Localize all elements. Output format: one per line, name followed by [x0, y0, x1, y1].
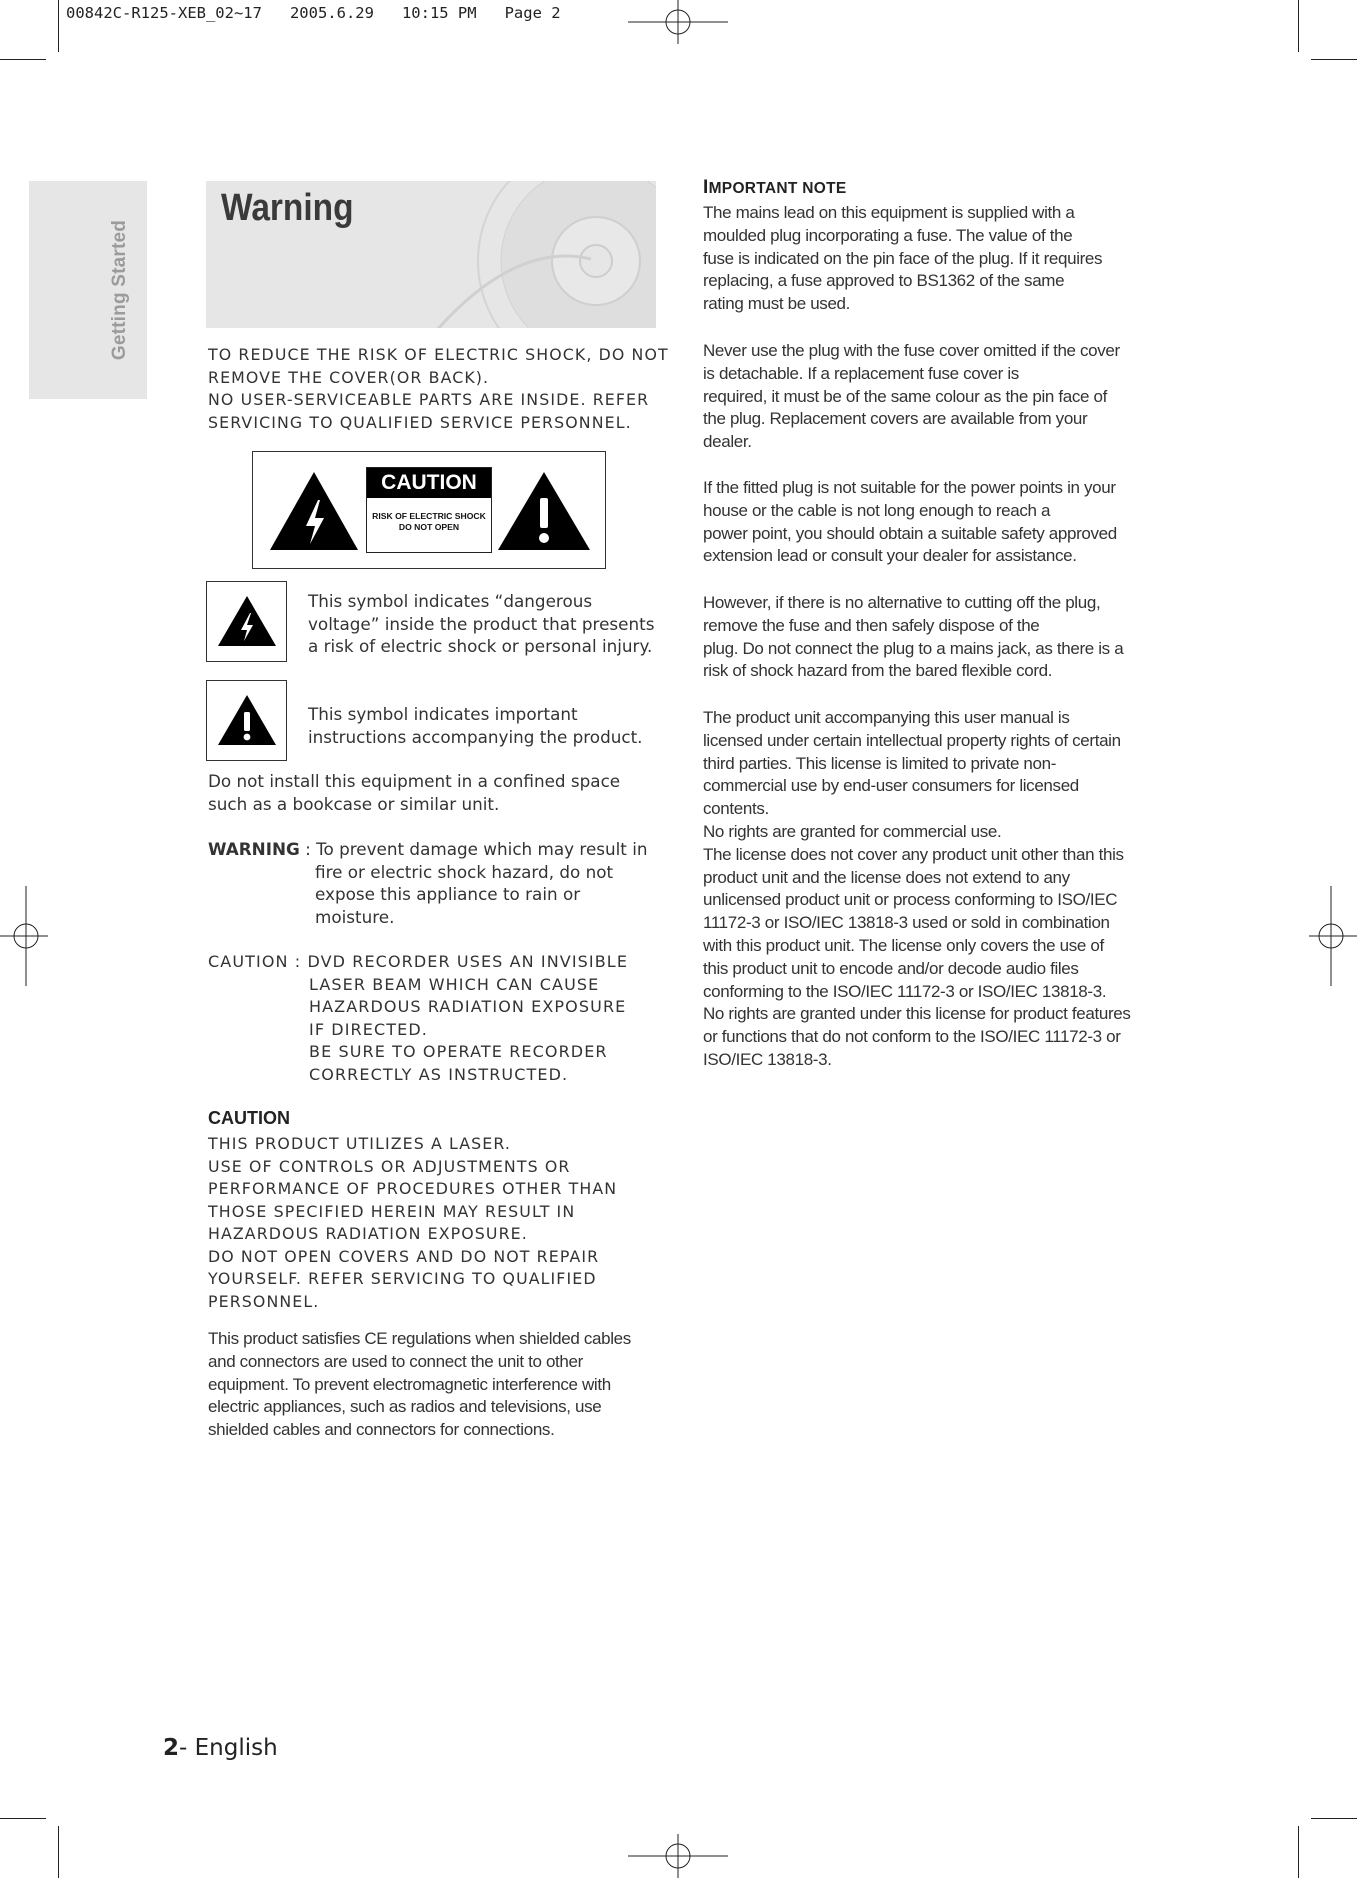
text-line: fire or electric shock hazard, do not: [315, 861, 614, 882]
warning-note-label: WARNING: [208, 839, 300, 859]
text-line: required, it must be of the same colour as the pin face of: [703, 386, 1107, 406]
plug-paragraph: [703, 477, 1117, 568]
text-line: with this product unit. The license only covers the use of: [703, 935, 1104, 955]
shock-warning-text: [208, 344, 678, 434]
caution-note-label: CAUTION :: [208, 952, 308, 971]
text-line: No rights are granted for commercial use.: [703, 821, 1002, 841]
caution-plate: [366, 467, 492, 553]
caution-subtext: [367, 498, 491, 533]
fuse-paragraph: [703, 202, 1102, 316]
text-line: voltage” inside the product that presents: [308, 613, 655, 634]
crop-mark: [58, 1826, 59, 1878]
caution-section-title: CAUTION: [208, 1108, 290, 1128]
text-line: HAZARDOUS RADIATION EXPOSURE.: [208, 1224, 528, 1243]
text-line: PERFORMANCE OF PROCEDURES OTHER THAN: [208, 1179, 618, 1198]
text-line: expose this appliance to rain or: [315, 884, 581, 905]
text-line: moisture.: [315, 906, 395, 927]
caution-section-text: [208, 1133, 617, 1313]
text-line: DO NOT OPEN COVERS AND DO NOT REPAIR: [208, 1246, 600, 1266]
text-line: dealer.: [703, 432, 752, 452]
text-line: rating must be used.: [703, 294, 851, 314]
voltage-symbol-text: [308, 590, 668, 658]
registration-mark: [628, 1834, 728, 1878]
text-line: This symbol indicates “dangerous: [308, 591, 593, 611]
text-line: 11172-3 or ISO/IEC 13818-3 used or sold in combination: [703, 913, 1110, 933]
important-note-title: [703, 177, 847, 199]
ce-regulation-text: [208, 1328, 631, 1442]
text-line: No rights are granted under this license for product features: [703, 1004, 1131, 1024]
title-initial: I: [703, 177, 709, 198]
text-line: DVD RECORDER USES AN INVISIBLE: [307, 952, 629, 971]
text-line: fuse is indicated on the pin face of the plug. If it requires: [703, 248, 1103, 268]
text-line: plug. Do not connect the plug to a mains jack, as there is a: [703, 638, 1124, 658]
voltage-symbol-box: [206, 581, 287, 662]
text-line: this product unit to encode and/or decode audio files: [703, 958, 1079, 978]
text-line: risk of shock hazard from the bared flexible cord.: [703, 661, 1053, 681]
text-line: LASER BEAM WHICH CAN CAUSE: [309, 974, 600, 994]
text-line: Do not install this equipment in a confined space: [208, 771, 621, 791]
text-line: Never use the plug with the fuse cover omitted if the cover: [703, 341, 1120, 360]
text-line: contents.: [703, 799, 769, 819]
fuse-cover-paragraph: [703, 340, 1120, 454]
page-number: [163, 1735, 278, 1761]
text-line: remove the fuse and then safely dispose of the: [703, 615, 1040, 635]
text-line: REMOVE THE COVER(OR BACK).: [208, 367, 490, 387]
registration-mark: [628, 0, 728, 44]
lightning-triangle-icon: [217, 595, 277, 647]
text-line: To prevent damage which may result in: [316, 839, 648, 859]
text-line: house or the cable is not long enough to reach a: [703, 500, 1051, 520]
text-line: USE OF CONTROLS OR ADJUSTMENTS OR: [208, 1156, 571, 1176]
text-line: This symbol indicates important: [308, 704, 578, 724]
caution-sub-line: RISK OF ELECTRIC SHOCK: [372, 511, 486, 521]
page-language: - English: [179, 1735, 278, 1761]
text-line: such as a bookcase or similar unit.: [208, 793, 500, 814]
cutting-plug-paragraph: [703, 592, 1123, 683]
text-line: licensed under certain intellectual property rights of certain: [703, 730, 1121, 750]
text-line: shielded cables and connectors for connections.: [208, 1420, 555, 1440]
text-line: the plug. Replacement covers are available from your: [703, 409, 1088, 429]
exclamation-triangle-icon: [217, 694, 277, 746]
warning-banner: [206, 181, 656, 328]
caution-sub-line: DO NOT OPEN: [398, 522, 460, 532]
text-line: If the fitted plug is not suitable for the power points in your: [703, 478, 1116, 497]
text-line: power point, you should obtain a suitable safety approved: [703, 523, 1117, 543]
text-line: NO USER-SERVICEABLE PARTS ARE INSIDE. REFER: [208, 390, 650, 409]
text-line: or functions that do not conform to the ISO/IEC 11172-3 or: [703, 1027, 1121, 1047]
crop-mark: [1311, 59, 1357, 60]
warning-note: [208, 838, 648, 928]
text-line: extension lead or consult your dealer for assistance.: [703, 546, 1077, 566]
crop-mark: [1298, 1826, 1299, 1878]
side-tab-label: Getting Started: [109, 219, 130, 361]
text-line: and connectors are used to connect the unit to other: [208, 1351, 583, 1371]
crop-mark: [58, 0, 59, 52]
page-number-value: 2: [163, 1735, 180, 1761]
text-line: However, if there is no alternative to cutting off the plug,: [703, 593, 1101, 612]
text-line: TO REDUCE THE RISK OF ELECTRIC SHOCK, DO NOT: [208, 345, 669, 364]
caution-label: [252, 451, 606, 569]
text-line: is detachable. If a replacement fuse cover is: [703, 363, 1019, 383]
text-line: IF DIRECTED.: [309, 1019, 428, 1039]
text-line: conforming to the ISO/IEC 11172-3 or ISO/IEC 13818-3.: [703, 981, 1107, 1001]
text-line: third parties. This license is limited to private non-: [703, 753, 1057, 773]
text-line: BE SURE TO OPERATE RECORDER: [309, 1042, 608, 1062]
instruction-symbol-text: [308, 703, 668, 748]
text-line: a risk of electric shock or personal injury.: [308, 636, 653, 657]
crop-mark: [1311, 1818, 1357, 1819]
text-line: YOURSELF. REFER SERVICING TO QUALIFIED: [208, 1269, 597, 1288]
text-line: unlicensed product unit or process conforming to ISO/IEC: [703, 890, 1118, 910]
text-line: moulded plug incorporating a fuse. The value of the: [703, 225, 1073, 245]
text-line: commercial use by end-user consumers for licensed: [703, 776, 1079, 796]
lightning-triangle-icon: [268, 470, 360, 552]
text-line: PERSONNEL.: [208, 1291, 320, 1311]
text-line: The license does not cover any product unit other than this: [703, 844, 1124, 864]
disc-icon: [426, 181, 656, 328]
text-line: ISO/IEC 13818-3.: [703, 1049, 832, 1069]
print-slug: 00842C-R125-XEB_02~17 2005.6.29 10:15 PM Page 2: [66, 4, 561, 22]
warning-note-sep: :: [299, 839, 317, 859]
text-line: instructions accompanying the product.: [308, 726, 643, 747]
warning-title: Warning: [221, 187, 354, 229]
instruction-symbol-box: [206, 680, 287, 761]
crop-mark: [0, 1818, 46, 1819]
text-line: product unit and the license does not extend to any: [703, 867, 1070, 887]
install-text: [208, 770, 620, 815]
registration-mark: [1309, 886, 1357, 986]
caution-word: CAUTION: [367, 468, 491, 498]
text-line: The product unit accompanying this user manual is: [703, 708, 1070, 727]
title-rest: MPORTANT NOTE: [708, 180, 847, 197]
text-line: This product satisfies CE regulations when shielded cables: [208, 1329, 631, 1348]
crop-mark: [0, 59, 46, 60]
text-line: THIS PRODUCT UTILIZES A LASER.: [208, 1134, 512, 1153]
registration-mark: [0, 886, 48, 986]
text-line: SERVICING TO QUALIFIED SERVICE PERSONNEL.: [208, 412, 632, 432]
text-line: The mains lead on this equipment is supplied with a: [703, 203, 1075, 222]
license-paragraph: [703, 707, 1131, 1072]
exclamation-triangle-icon: [496, 470, 592, 552]
text-line: electric appliances, such as radios and televisions, use: [208, 1397, 602, 1417]
text-line: HAZARDOUS RADIATION EXPOSURE: [309, 997, 627, 1017]
text-line: replacing, a fuse approved to BS1362 of the same: [703, 271, 1065, 291]
caution-note: [208, 951, 628, 1087]
crop-mark: [1298, 0, 1299, 52]
text-line: CORRECTLY AS INSTRUCTED.: [309, 1064, 569, 1084]
text-line: equipment. To prevent electromagnetic interference with: [208, 1374, 611, 1394]
text-line: THOSE SPECIFIED HEREIN MAY RESULT IN: [208, 1201, 576, 1221]
